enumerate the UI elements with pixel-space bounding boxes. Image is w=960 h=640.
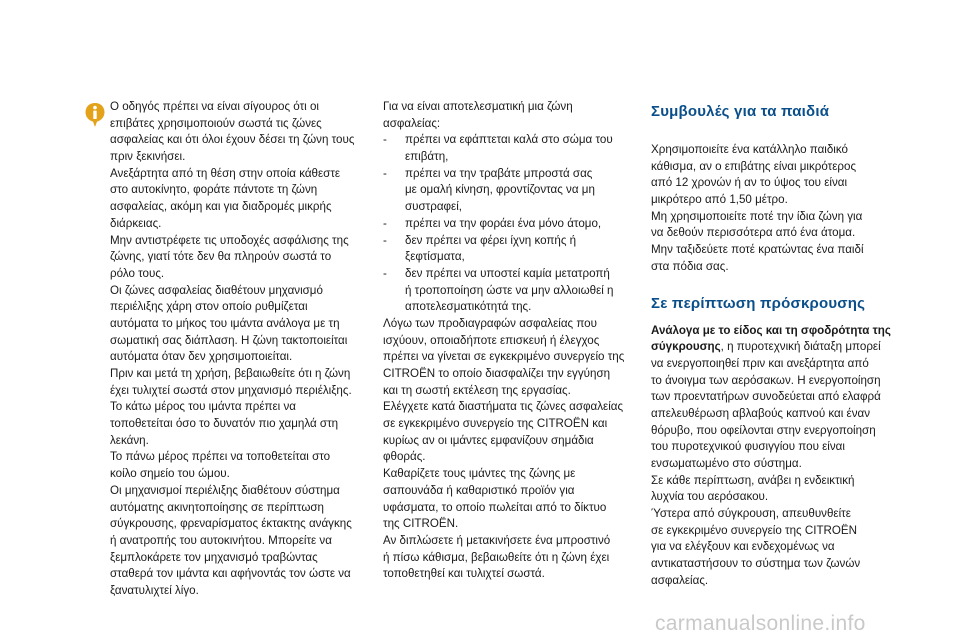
text-line: Αν διπλώσετε ή μετακινήσετε ένα μπροστινό: [383, 533, 611, 547]
watermark: carmanualsonline.info: [655, 612, 866, 635]
text-line: σύγκρουσης, φρεναρίσματος έκτακτης ανάγκης: [110, 517, 352, 531]
list-item-text: πρέπει να την τραβάτε μπροστά σας: [405, 166, 593, 180]
text-line: CITROËN το οποίο διασφαλίζει την εγγύηση: [383, 367, 611, 380]
text-line: Οι ζώνες ασφαλείας διαθέτουν μηχανισμό: [110, 283, 323, 297]
text-line: Το πάνω μέρος πρέπει να τοποθετείται στο: [110, 450, 331, 464]
text-line: υφάσματα, το οποίο πωλείται από το δίκτυο: [383, 500, 607, 514]
text-line: πριν ξεκινήσει.: [110, 150, 186, 164]
text-line: στο αυτοκίνητο, φοράτε πάντοτε τη ζώνη: [110, 183, 318, 197]
text-line: του πυροτεχνικού φυσιγγίου που είναι: [651, 440, 845, 454]
text-line: της CITROËN.: [383, 517, 459, 531]
text-line: επιβάτες χρησιμοποιούν σωστά τις ζώνες: [110, 116, 322, 130]
text-line: κυρίως αν οι ιμάντες εμφανίζουν σημάδια: [383, 433, 594, 447]
text-line: απελευθέρωση αβλαβούς καπνού και έναν: [651, 406, 871, 420]
list-item-continuation: συστραφεί,: [405, 200, 463, 214]
text-line: ή πίσω κάθισμα, βεβαιωθείτε ότι η ζώνη έχει: [383, 550, 610, 564]
text-line: σωματική σας διάπλαση. Η ζώνη τακτοποιείται: [110, 333, 348, 347]
text-line: και τη σωστή εκτέλεση της εργασίας.: [383, 383, 571, 397]
text-line: αυτόματης ακινητοποίησης σε περίπτωση: [110, 500, 324, 514]
text-line: Χρησιμοποιείτε ένα κατάλληλο παιδικό: [651, 143, 848, 156]
text-line: σε εγκεκριμένο συνεργείο της CITROËN και: [383, 417, 608, 431]
section-heading-children: Συμβουλές για τα παιδιά: [651, 103, 830, 120]
text-line: αυτόματα το μήκος του ιμάντα ανάλογα με τη: [110, 316, 340, 330]
text-line: Μην ταξιδεύετε ποτέ κρατώντας ένα παιδί: [651, 243, 864, 257]
text-line: Για να είναι αποτελεσματική μια ζώνη: [383, 100, 573, 113]
text-line: σαπουνάδα ή καθαριστικό προϊόν για: [383, 483, 575, 497]
text-line: [651, 339, 913, 356]
text-line: Μη χρησιμοποιείτε ποτέ την ίδια ζώνη για: [651, 209, 863, 223]
bullet-dash: -: [383, 166, 387, 180]
text-line: Σε κάθε περίπτωση, ανάβει η ενδεικτική: [651, 473, 855, 487]
info-icon: [84, 102, 106, 128]
text-line: Ο οδηγός πρέπει να είναι σίγουρος ότι οι: [110, 100, 319, 113]
text-line: να ενεργοποιηθεί πριν και ανεξάρτητα από: [651, 356, 869, 370]
text-line: το άνοιγμα των αερόσακων. Η ενεργοποίηση: [651, 373, 881, 387]
list-item: [383, 266, 633, 283]
text-line: κοίλο σημείο του ώμου.: [110, 467, 230, 481]
bold-term: σύγκρουσης: [651, 340, 721, 354]
text-line: περιέλιξης χάρη στον οποίο ρυθμίζεται: [110, 300, 308, 314]
text-line: θόρυβο, που οφείλονται στην ενεργοποίηση: [651, 423, 876, 437]
text-line: διάρκειας.: [110, 216, 162, 230]
text-line: στα πόδια σας.: [651, 259, 729, 273]
text-line: Καθαρίζετε τους ιμάντες της ζώνης με: [383, 467, 576, 481]
text-line: τοποθετείται όσο το δυνατόν πιο χαμηλά στη: [110, 417, 339, 431]
list-item-text: πρέπει να εφάπτεται καλά στο σώμα του: [405, 133, 613, 147]
text-line: ασφαλείας:: [383, 116, 441, 130]
text-line: Ελέγχετε κατά διαστήματα τις ζώνες ασφαλείας: [383, 400, 624, 414]
text-line: ενσωματωμένο στο σύστημα.: [651, 457, 802, 470]
text-line: Μην αντιστρέφετε τις υποδοχές ασφάλισης της: [110, 233, 349, 247]
text-line: φθοράς.: [383, 450, 426, 464]
text-line: ξεμπλοκάρετε τον μηχανισμό τραβώντας: [110, 550, 318, 564]
list-item: [383, 132, 633, 149]
text-line: ασφαλείας.: [651, 573, 709, 587]
bullet-dash: -: [383, 133, 387, 147]
bullet-dash: -: [383, 266, 387, 280]
text-line: για να ελέγξουν και ενδεχομένως να: [651, 540, 835, 554]
column-3: [651, 99, 913, 590]
text-line: αντικαταστήσουν το σύστημα των ζωνών: [651, 557, 861, 571]
list-item-continuation: ή τροποποίηση ώστε να μην αλλοιωθεί η: [405, 283, 614, 297]
text-line: ρόλο τους.: [110, 266, 165, 280]
text-line: Πριν και μετά τη χρήση, βεβαιωθείτε ότι η ζώνη: [110, 367, 351, 380]
text-line: σε εγκεκριμένο συνεργείο της CITROËN: [651, 523, 858, 537]
text-line: κάθισμα, αν ο επιβάτης είναι μικρότερος: [651, 159, 857, 173]
text-line: ή ανατροπής του αυτοκινήτου. Μπορείτε να: [110, 533, 332, 547]
text-line: λυχνία του αερόσακου.: [651, 490, 769, 504]
column-2: [383, 99, 633, 583]
bullet-dash: -: [383, 233, 387, 247]
text-line: ασφαλείας, ακόμη και για διαδρομές μικρής: [110, 200, 332, 214]
text-line: λεκάνη.: [110, 433, 149, 447]
text-line: πρέπει να γίνεται σε εγκεκριμένο συνεργείο της: [383, 350, 625, 364]
bullet-dash: -: [383, 216, 387, 230]
text-line: έχει τυλιχτεί σωστά στον μηχανισμό περιέλιξης.: [110, 383, 352, 397]
text-line: σταθερά τον ιμάντα και αφήνοντάς τον ώστε να: [110, 567, 351, 581]
list-item-continuation: με ομαλή κίνηση, φροντίζοντας να μη: [405, 183, 595, 197]
text-line: να δεθούν περισσότερα από ένα άτομα.: [651, 226, 856, 240]
text-line: Λόγω των προδιαγραφών ασφαλείας που: [383, 316, 597, 330]
list-item: [383, 216, 633, 233]
text-line: Ανεξάρτητα από τη θέση στην οποία κάθεστε: [110, 166, 341, 180]
section-heading-impact: Σε περίπτωση πρόσκρουσης: [651, 294, 866, 312]
list-item: [383, 233, 633, 250]
list-item-continuation: αποτελεσματικότητά της.: [405, 300, 532, 314]
text-line: τοποθετηθεί και τυλιχτεί σωστά.: [383, 567, 545, 581]
list-item-text: δεν πρέπει να υποστεί καμία μετατροπή: [405, 266, 610, 280]
text-line: μικρότερο από 1,50 μέτρο.: [651, 193, 788, 207]
text-line: ασφαλείας και ότι όλοι έχουν δέσει τη ζώνη τους: [110, 133, 355, 147]
text-line: αυτόματα όταν δεν χρησιμοποιείται.: [110, 350, 293, 364]
text-line: ξανατυλιχτεί λίγο.: [110, 583, 199, 597]
list-item-continuation: επιβάτη,: [405, 150, 449, 164]
text-fragment: , η πυροτεχνική διάταξη μπορεί: [720, 340, 881, 354]
list-item-text: δεν πρέπει να φέρει ίχνη κοπής ή: [405, 233, 577, 247]
text-line: ζώνης, γιατί τότε δεν θα πληρούν σωστά το: [110, 250, 332, 264]
list-item: [383, 166, 633, 183]
text-line: ισχύουν, οποιαδήποτε επισκευή ή έλεγχος: [383, 333, 600, 347]
text-line: Οι μηχανισμοί περιέλιξης διαθέτουν σύστημα: [110, 483, 340, 497]
text-line: από 12 χρονών ή αν το ύψος του είναι: [651, 176, 848, 190]
column-1: [110, 99, 366, 600]
text-line: των προεντατήρων συνοδεύεται από ελαφρά: [651, 390, 881, 404]
text-line: Ύστερα από σύγκρουση, απευθυνθείτε: [651, 507, 851, 521]
bold-text-line: Ανάλογα με το είδος και τη σφοδρότητα της: [651, 323, 891, 337]
list-item-continuation: ξεφτίσματα,: [405, 250, 465, 264]
text-line: Το κάτω μέρος του ιμάντα πρέπει να: [110, 400, 296, 414]
list-item-text: πρέπει να την φοράει ένα μόνο άτομο,: [405, 216, 602, 230]
